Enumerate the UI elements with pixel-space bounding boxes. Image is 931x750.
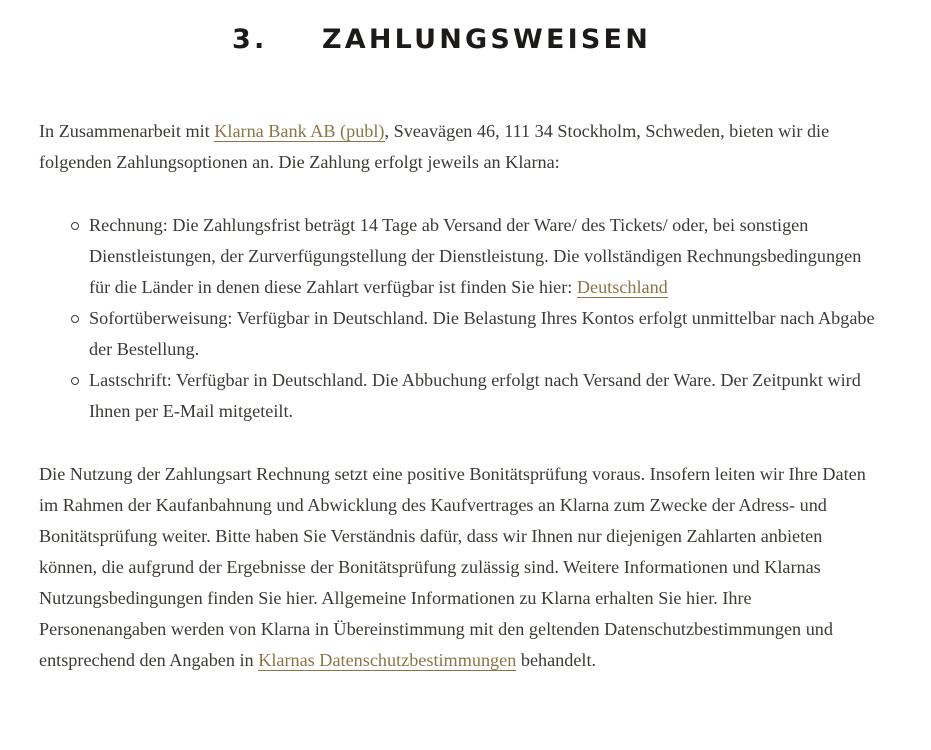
payment-option-direct-debit-text: Lastschrift: Verfügbar in Deutschland. Die Abbuchung erfolgt nach Versand der Ware. Der Zeitpunkt wird Ihnen per E-Mail mitgeteilt.: [89, 370, 861, 421]
payment-options-list: [39, 210, 879, 427]
circle-bullet-icon: [71, 315, 79, 323]
invoice-terms-germany-link[interactable]: Deutschland: [576, 277, 668, 297]
intro-text-before: In Zusammenarbeit mit: [39, 121, 215, 141]
list-item: [39, 303, 879, 365]
list-item: [39, 365, 879, 427]
credit-check-text: Die Nutzung der Zahlungsart Rechnung setzt eine positive Bonitätsprüfung voraus. Insofern leiten wir Ihre Daten im Rahmen der Kaufanbahnung und Abwicklung des Kaufvertrages an Klarna zum Zwecke der Adress- und Bonitätsprüfung weiter. Bitte haben Sie Verständnis dafür, dass wir Ihnen nur diejenigen Zahlarten anbieten können, die aufgrund der Ergebnisse der Bonitätsprüfung zulässig sind. Weitere Informationen und Klarnas Nutzungsbedingungen finden Sie hier. Allgemeine Informationen zu Klarna erhalten Sie hier. Ihre Personenangaben werden von Klarna in Übereinstimmung mit den geltenden Datenschutzbestimmungen und entsprechend den Angaben in: [39, 464, 866, 670]
intro-paragraph: [39, 116, 879, 178]
klarna-privacy-link[interactable]: Klarnas Datenschutzbestimmungen: [258, 650, 517, 670]
circle-bullet-icon: [71, 377, 79, 385]
credit-check-text-after: behandelt.: [516, 650, 597, 670]
payment-option-sofort-text: Sofortüberweisung: Verfügbar in Deutschland. Die Belastung Ihres Kontos erfolgt unmittelbar nach Abgabe der Bestellung.: [89, 308, 875, 359]
payment-option-invoice-text: Rechnung: Die Zahlungsfrist beträgt 14 Tage ab Versand der Ware/ des Tickets/ oder, bei sonstigen Dienstleistungen, der Zurverfügungstellung der Dienstleistung. Die vollständigen Rechnungsbedingungen für die Länder in denen diese Zahlart verfügbar ist finden Sie hier:: [89, 215, 862, 297]
list-item: [39, 210, 879, 303]
section-heading: [232, 22, 651, 58]
section-title: ZAHLUNGSWEISEN: [322, 24, 651, 55]
circle-bullet-icon: [71, 222, 79, 230]
credit-check-paragraph: [39, 459, 879, 676]
klarna-bank-link[interactable]: Klarna Bank AB (publ): [214, 121, 385, 141]
intro-text-after: , Sveavägen 46, 111 34 Stockholm, Schweden, bieten wir die folgenden Zahlungsoptionen an. Die Zahlung erfolgt jeweils an Klarna:: [39, 121, 830, 172]
section-content: [39, 116, 879, 676]
section-number: 3.: [232, 24, 268, 55]
